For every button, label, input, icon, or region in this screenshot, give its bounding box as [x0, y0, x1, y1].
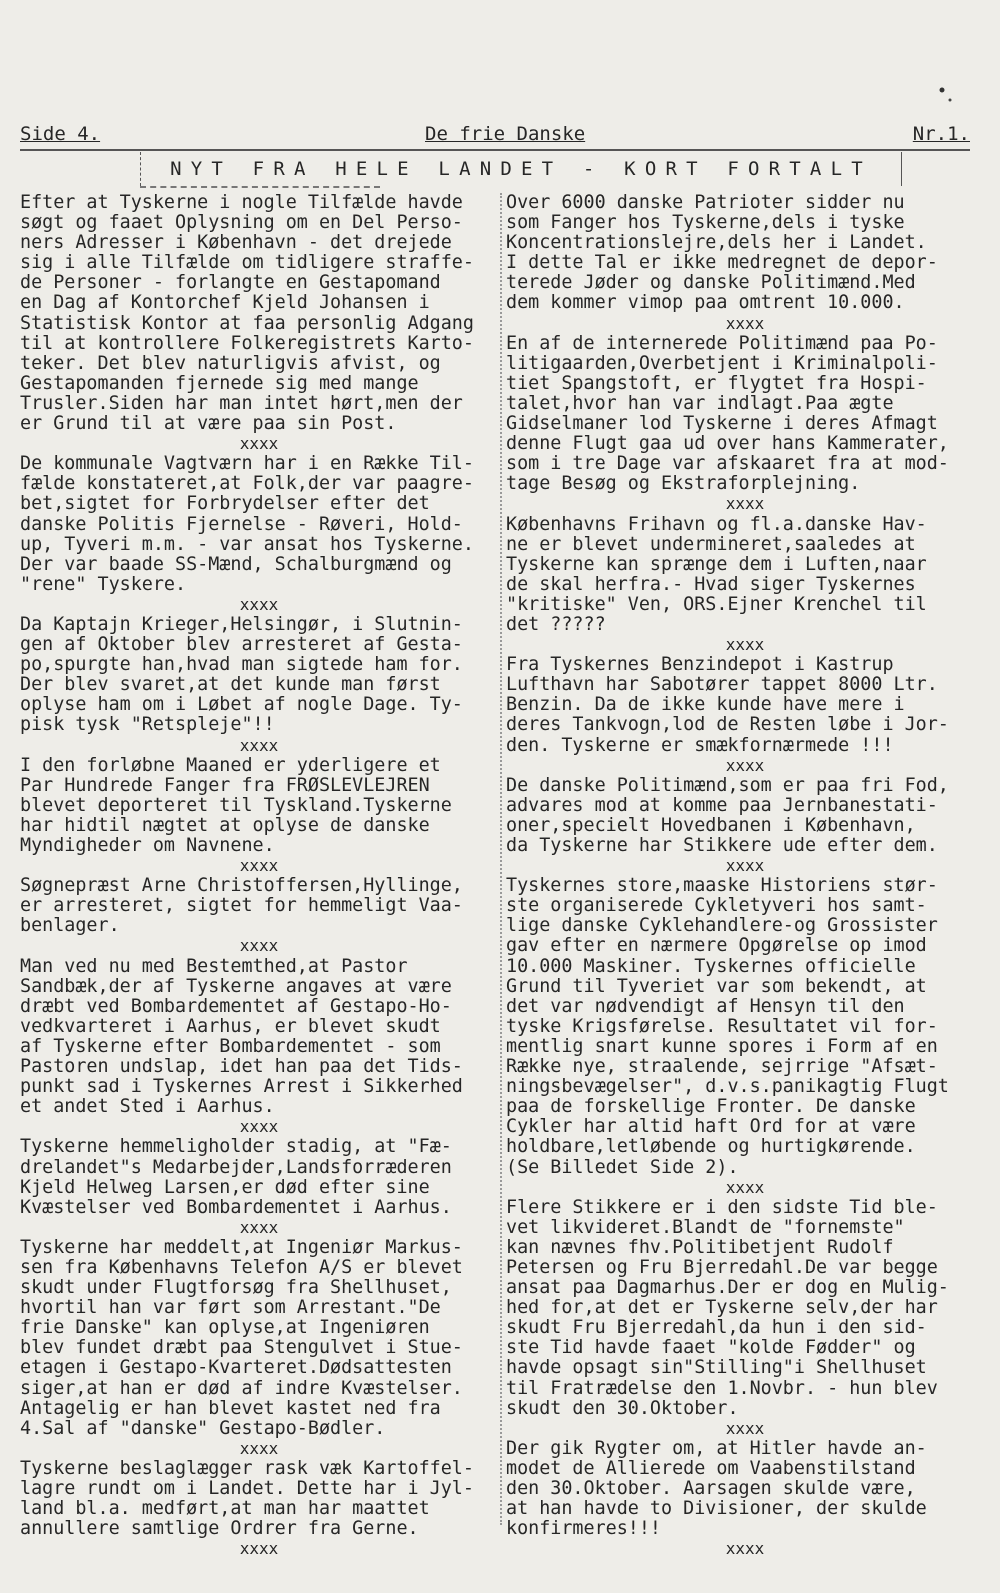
text-line: søgt og faaet Oplysning om en Del Perso-	[20, 212, 463, 234]
text-line: blevet deporteret til Tyskland.Tyskerne	[20, 794, 452, 816]
text-line: modet de Allierede om Vaabenstilstand	[506, 1457, 916, 1479]
text-line: Flere Stikkere er i den sidste Tid ble-	[506, 1196, 938, 1218]
text-line: Lufthavn har Sabotører tappet 8000 Ltr.	[506, 674, 938, 696]
section-separator: xxxx	[725, 856, 765, 876]
column-divider	[500, 193, 502, 1525]
section-separator: xxxx	[239, 1217, 279, 1237]
text-line: Gestapomanden fjernede sig med mange	[20, 372, 419, 394]
text-line: de Personer - forlangte en Gestapomand	[20, 272, 441, 294]
text-line: af Tyskerne efter Bombardementet - som	[20, 1035, 441, 1057]
text-line: kan nævnes fhv.Politibetjent Rudolf	[506, 1236, 894, 1258]
text-line: ste Tid havde faaet "kolde Fødder" og	[506, 1337, 916, 1359]
text-line: Fra Tyskernes Benzindepot i Kastrup	[506, 654, 894, 676]
text-line: frie Danske" kan oplyse,at Ingeniøren	[20, 1317, 430, 1339]
text-line: Efter at Tyskerne i nogle Tilfælde havde	[20, 192, 463, 213]
text-line: pisk tysk "Retspleje"!!	[20, 714, 275, 736]
text-line: Over 6000 danske Patrioter sidder nu	[506, 192, 905, 213]
section-separator: xxxx	[725, 1418, 765, 1438]
text-line: oner,specielt Hovedbanen i København,	[506, 814, 916, 836]
text-line: konfirmeres!!!	[506, 1518, 662, 1540]
text-line: gav efter en nærmere Opgørelse op imod	[506, 935, 927, 957]
text-line: Gidselmaner lod Tyskerne i deres Afmagt	[506, 413, 938, 435]
text-line: hvortil han var ført som Arrestant."De	[20, 1297, 441, 1319]
text-line: Statistisk Kontor at faa personlig Adgang	[20, 312, 474, 334]
text-line: De danske Politimænd,som er paa fri Fod,	[506, 774, 949, 796]
text-line: holdbare,letløbende og hurtigkørende.	[506, 1136, 916, 1158]
text-line: Par Hundrede Fanger fra FRØSLEVLEJREN	[20, 774, 430, 796]
text-line: En af de internerede Politimænd paa Po-	[506, 332, 938, 354]
text-line: Benzin. Da de ikke kunde have mere i	[506, 694, 905, 716]
text-line: siger,at han er død af indre Kvæstelser.	[20, 1377, 463, 1399]
text-line: dræbt ved Bombardementet af Gestapo-Ho-	[20, 995, 452, 1017]
text-line: Pastoren undslap, idet han paa det Tids-	[20, 1056, 463, 1078]
text-line: lige danske Cyklehandlere-og Grossister	[506, 915, 938, 937]
text-line: "kritiske" Ven, ORS.Ejner Krenchel til	[506, 593, 927, 615]
text-line: et andet Sted i Aarhus.	[20, 1096, 275, 1118]
text-line: Myndigheder om Navnene.	[20, 835, 275, 856]
paper-title: De frie Danske	[425, 123, 586, 145]
right-column	[506, 193, 984, 1559]
text-line: De kommunale Vagtværn har i en Række Til-	[20, 453, 474, 475]
text-line: sen fra Københavns Telefon A/S er blevet	[20, 1256, 463, 1278]
text-line: en Dag af Kontorchef Kjeld Johansen i	[20, 292, 430, 314]
text-line: (Se Billedet Side 2).	[506, 1156, 739, 1178]
text-line: etagen i Gestapo-Kvarteret.Dødsattesten	[20, 1357, 452, 1379]
text-line: vedkvarteret i Aarhus, er blevet skudt	[20, 1015, 441, 1037]
text-line: Antagelig er han blevet kastet ned fra	[20, 1397, 441, 1419]
page-label: Side 4.	[20, 123, 101, 145]
page-header	[20, 120, 970, 148]
text-line: tiet Spangstoft, er flygtet fra Hospi-	[506, 372, 927, 394]
text-line: det ?????	[506, 613, 606, 635]
section-banner: NYT FRA HELE LANDET - KORT FORTALT	[140, 152, 902, 186]
text-line: at han havde to Divisioner, der skulde	[506, 1498, 927, 1520]
section-separator: xxxx	[239, 936, 279, 956]
text-line: dem kommer vimop paa omtrent 10.000.	[506, 292, 905, 314]
text-line: Tyskerne kan sprænge dem i Luften,naar	[506, 553, 927, 575]
text-line: skudt under Flugtforsøg fra Shellhuset,	[20, 1277, 452, 1299]
section-separator: xxxx	[725, 313, 765, 333]
text-line: ningsbevægelser", d.v.s.panikagtig Flugt	[506, 1076, 949, 1098]
text-line: "rene" Tyskere.	[20, 573, 187, 595]
text-line: som Fanger hos Tyskerne,dels i tyske	[506, 212, 905, 234]
text-line: tyske Krigsførelse. Resultatet vil for-	[506, 1015, 938, 1037]
section-separator: xxxx	[239, 1117, 279, 1137]
text-line: talet,hvor han var indlagt.Paa ægte	[506, 392, 894, 414]
left-column	[20, 193, 498, 1559]
text-line: land bl.a. medført,at man har maattet	[20, 1498, 430, 1520]
text-line: sig i alle Tilfælde om tidligere straffe-	[20, 252, 474, 274]
header-rule	[20, 149, 970, 151]
text-line: ste organiserede Cykletyveri hos samt-	[506, 895, 927, 917]
text-line: annullere samtlige Ordrer fra Gerne.	[20, 1518, 419, 1540]
text-line: mentlig snart kunne spores i Form af en	[506, 1035, 938, 1057]
text-line: Grund til Tyveriet var som bekendt, at	[506, 975, 927, 997]
section-separator: xxxx	[725, 1177, 765, 1197]
text-line: er Grund til at være paa sin Post.	[20, 413, 397, 435]
text-line: skudt Fru Bjerredahl,da hun i den sid-	[506, 1317, 927, 1339]
text-line: skudt den 30.Oktober.	[506, 1397, 739, 1419]
text-line: ansat paa Dagmarhus.Der er dog en Mulig-	[506, 1277, 949, 1299]
text-line: paa de forskellige Fronter. De danske	[506, 1096, 916, 1118]
text-line: bet,sigtet for Forbrydelser efter det	[20, 493, 430, 515]
text-line: Række nye, straalende, sejrrige "Afsæt-	[506, 1056, 938, 1078]
section-separator: xxxx	[725, 494, 765, 514]
text-line: Tyskernes store,maaske Historiens stør-	[506, 875, 938, 897]
section-separator: xxxx	[725, 635, 765, 655]
text-line: Sandbæk,der af Tyskerne angaves at være	[20, 975, 452, 997]
text-line: benlager.	[20, 915, 120, 937]
section-separator: xxxx	[725, 755, 765, 775]
text-line: de skal herfra.- Hvad siger Tyskernes	[506, 573, 916, 595]
text-line: ne er blevet undermineret,saaledes at	[506, 533, 916, 555]
text-line: er arresteret, sigtet for hemmeligt Vaa-	[20, 895, 463, 917]
text-line: Kvæstelser ved Bombardementet i Aarhus.	[20, 1196, 452, 1218]
text-line: har hidtil nægtet at oplyse de danske	[20, 814, 430, 836]
text-line: Søgnepræst Arne Christoffersen,Hyllinge,	[20, 875, 463, 897]
section-separator: xxxx	[239, 856, 279, 876]
text-line: fælde konstateret,at Folk,der var paagre-	[20, 473, 474, 495]
section-separator: xxxx	[239, 1438, 279, 1458]
section-separator: xxxx	[239, 1539, 279, 1559]
text-line: Tyskerne beslaglægger rask væk Kartoffel-	[20, 1457, 474, 1479]
text-line: I den forløbne Maaned er yderligere et	[20, 754, 441, 776]
text-line: til at kontrollere Folkeregistrets Karto-	[20, 332, 474, 354]
text-line: vet likvideret.Blandt de "fornemste"	[506, 1216, 905, 1238]
text-line: tage Besøg og Ekstraforplejning.	[506, 473, 861, 495]
section-separator: xxxx	[239, 434, 279, 454]
text-line: det var nødvendigt af Hensyn til den	[506, 995, 905, 1017]
text-line: denne Flugt gaa ud over hans Kammerater,	[506, 433, 949, 455]
text-line: Koncentrationslejre,dels her i Landet.	[506, 232, 927, 254]
text-line: teker. Det blev naturligvis afvist, og	[20, 352, 441, 374]
text-line: po,spurgte han,hvad man sigtede ham for.	[20, 654, 463, 676]
text-line: terede Jøder og danske Politimænd.Med	[506, 272, 916, 294]
section-separator: xxxx	[239, 735, 279, 755]
text-line: hed for,at det er Tyskerne selv,der har	[506, 1297, 938, 1319]
text-line: drelandet"s Medarbejder,Landsforræderen	[20, 1156, 452, 1178]
text-line: ners Adresser i København - det drejede	[20, 232, 452, 254]
text-line: Trusler.Siden har man intet hørt,men der	[20, 392, 463, 414]
text-line: Man ved nu med Bestemthed,at Pastor	[20, 955, 408, 977]
text-line: litigaarden,Overbetjent i Kriminalpoli-	[506, 352, 938, 374]
text-line: lagre rundt om i Landet. Dette har i Jyl-	[20, 1478, 474, 1499]
text-line: blev fundet dræbt paa Stengulvet i Stue-	[20, 1337, 463, 1359]
text-line: Kjeld Helweg Larsen,er død efter sine	[20, 1176, 430, 1198]
text-line: 4.Sal af "danske" Gestapo-Bødler.	[20, 1417, 386, 1439]
text-line: Der blev svaret,at det kunde man først	[20, 674, 441, 696]
section-separator: xxxx	[239, 594, 279, 614]
text-line: som i tre Dage var afskaaret fra at mod-	[506, 453, 949, 475]
text-line: til Fratrædelse den 1.Novbr. - hun blev	[506, 1377, 938, 1399]
text-line: Petersen og Fru Bjerredahl.De var begge	[506, 1256, 938, 1278]
issue-number: Nr.1.	[912, 123, 970, 145]
text-line: advares mod at komme paa Jernbanestati-	[506, 794, 938, 816]
ink-speck	[930, 80, 970, 120]
text-line: I dette Tal er ikke medregnet de depor-	[506, 252, 938, 274]
text-line: den. Tyskerne er smækfornærmede !!!	[506, 734, 894, 756]
text-line: danske Politis Fjernelse - Røveri, Hold-	[20, 513, 463, 535]
banner-underline	[140, 186, 380, 188]
text-line: 10.000 Maskiner. Tyskernes officielle	[506, 955, 916, 977]
text-line: Der gik Rygter om, at Hitler havde an-	[506, 1437, 927, 1459]
text-line: Cykler har altid haft Ord for at være	[506, 1116, 916, 1138]
text-line: oplyse ham om i Løbet af nogle Dage. Ty-	[20, 694, 463, 716]
section-separator: xxxx	[725, 1539, 765, 1559]
text-line: Der var baade SS-Mænd, Schalburgmænd og	[20, 553, 452, 575]
text-line: punkt sad i Tyskernes Arrest i Sikkerhed	[20, 1076, 463, 1098]
text-line: Tyskerne hemmeligholder stadig, at "Fæ-	[20, 1136, 452, 1158]
text-line: up, Tyveri m.m. - var ansat hos Tyskerne.	[20, 533, 474, 555]
text-line: deres Tankvogn,lod de Resten løbe i Jor-	[506, 714, 949, 736]
text-line: Da Kaptajn Krieger,Helsingør, i Slutnin-	[20, 613, 463, 635]
text-line: gen af Oktober blev arresteret af Gesta-	[20, 634, 463, 656]
text-line: da Tyskerne har Stikkere ude efter dem.	[506, 835, 938, 856]
text-line: havde opsagt sin"Stilling"i Shellhuset	[506, 1357, 927, 1379]
text-line: Tyskerne har meddelt,at Ingeniør Markus-	[20, 1236, 463, 1258]
text-line: den 30.Oktober. Aarsagen skulde være,	[506, 1478, 916, 1499]
text-line: Københavns Frihavn og fl.a.danske Hav-	[506, 513, 927, 535]
